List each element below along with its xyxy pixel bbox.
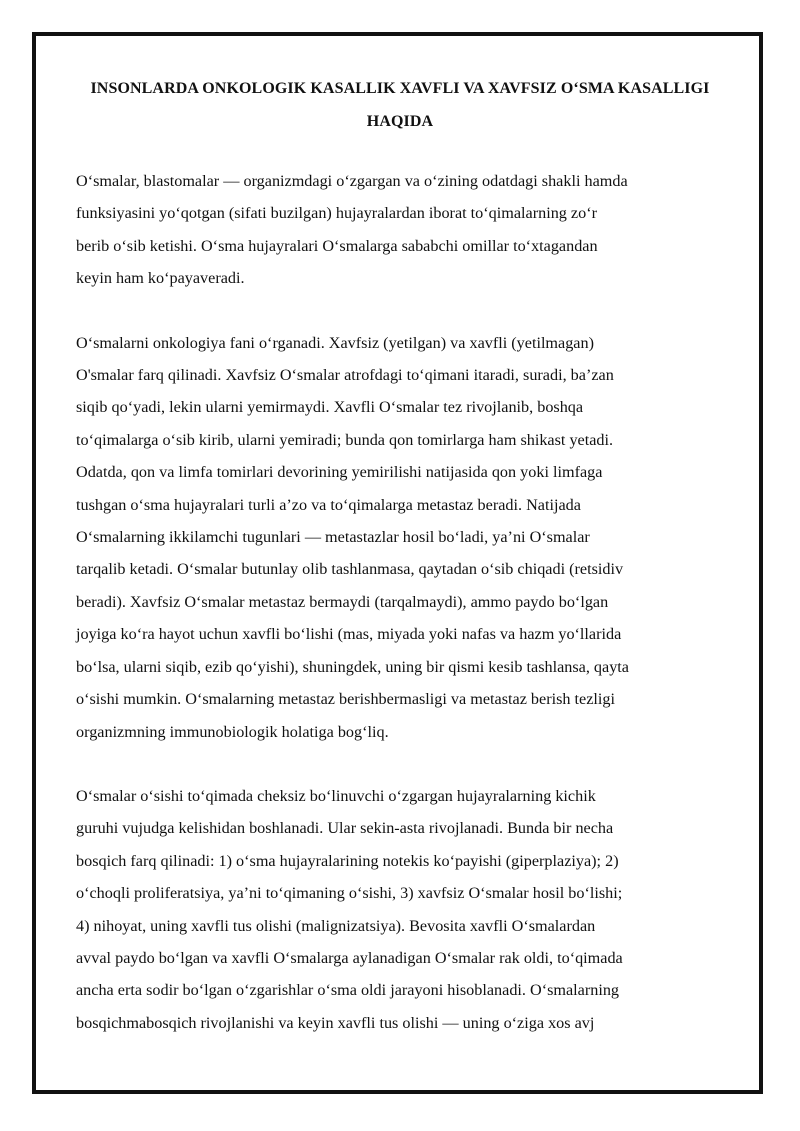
document-title: INSONLARDA ONKOLOGIK KASALLIK XAVFLI VA XAVFSIZ O‘SMA KASALLIGI HAQIDA — [90, 80, 710, 130]
paragraph-1: O‘smalar, blastomalar — organizmdagi o‘zgargan va o‘zining odatdagi shakli hamda funksiyasini yo‘qotgan (sifati buzilgan) hujayralardan iborat to‘qimalarning zo‘r berib o‘sib ketishi. O‘sma hujayralari O‘smalarga sababchi omillar to‘xtagandan keyin ham ko‘payaveradi. — [76, 172, 628, 288]
document-body — [76, 72, 724, 1071]
paragraph-3: O‘smalar o‘sishi to‘qimada cheksiz bo‘linuvchi o‘zgargan hujayralarning kichik guruhi vujudga kelishidan boshlanadi. Ular sekin-asta rivojlanadi. Bunda bir necha bosqich farq qilinadi: 1) o‘sma hujayralarining notekis ko‘payishi (giperplaziya); 2) o‘choqli proliferatsiya, ya’ni to‘qimaning o‘sishi, 3) xavfsiz O‘smalar hosil bo‘lishi; 4) nihoyat, uning xavfli tus olishi (malignizatsiya). Bevosita xavfli O‘smalardan avval paydo bo‘lgan va xavfli O‘smalarga aylanadigan O‘smalar rak oldi, to‘qimada ancha erta sodir bo‘lgan o‘zgarishlar o‘sma oldi jarayoni hisoblanadi. O‘smalarning bosqichmabosqich rivojlanishi va keyin xavfli tus olishi — uning o‘ziga xos avj — [76, 786, 623, 1032]
paragraph-2: O‘smalarni onkologiya fani o‘rganadi. Xavfsiz (yetilgan) va xavfli (yetilmagan) O'smalar farq qilinadi. Xavfsiz O‘smalar atrofdagi to‘qimani itaradi, suradi, ba’zan siqib qo‘yadi, lekin ularni yemirmaydi. Xavfli O‘smalar tez rivojlanib, boshqa to‘qimalarga o‘sib kirib, ularni yemiradi; bunda qon tomirlarga ham shikast yetadi. Odatda, qon va limfa tomirlari devorining yemirilishi natijasida qon yoki limfaga tushgan o‘sma hujayralari turli a’zo va to‘qimalarga metastaz beradi. Natijada O‘smalarning ikkilamchi tugunlari — metastazlar hosil bo‘ladi, ya’ni O‘smalar tarqalib ketadi. O‘smalar butunlay olib tashlanmasa, qaytadan o‘sib chiqadi (retsidiv beradi). Xavfsiz O‘smalar metastaz bermaydi (tarqalmaydi), ammo paydo bo‘lgan joyiga ko‘ra hayot uchun xavfli bo‘lishi (mas, miyada yoki nafas va hazm yo‘llarida bo‘lsa, ularni siqib, ezib qo‘yishi), shuningdek, uning bir qismi kesib tashlansa, qayta o‘sishi mumkin. O‘smalarning metastaz berishbermasligi va metastaz berish tezligi organizmning immunobiologik holatiga bog‘liq. — [76, 333, 629, 741]
paragraph-list — [76, 165, 724, 1039]
